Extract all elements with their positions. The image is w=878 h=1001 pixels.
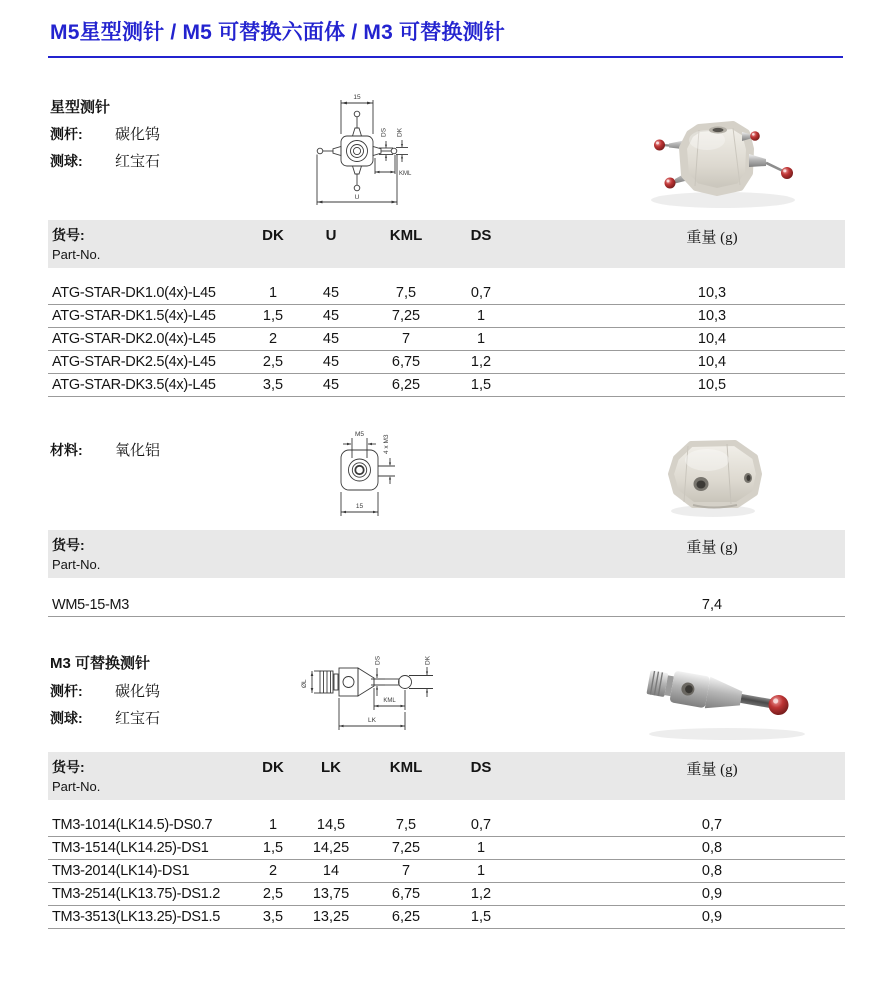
table-row: [48, 374, 845, 397]
part-no-header-en: Part-No.: [52, 247, 101, 262]
part-no-cell: TM3-1514(LK14.25)-DS1: [52, 840, 209, 856]
kml-cell: 7,5: [395, 285, 417, 301]
dim-label-ds: DS: [380, 127, 388, 137]
ds-cell: 0,7: [470, 817, 492, 833]
ds-cell: 1: [476, 308, 486, 324]
ds-cell: 1: [476, 863, 486, 879]
dk-cell: 2,5: [262, 886, 284, 902]
kml-cell: 7: [401, 863, 411, 879]
u-cell: 45: [322, 377, 340, 393]
kml-cell: 6,25: [391, 909, 421, 925]
cube-table-header: [48, 530, 845, 578]
table-row: [48, 860, 845, 883]
col-header-weight: 重量 (g): [686, 762, 738, 778]
weight-cell: 10,3: [697, 285, 727, 301]
weight-cell: 10,5: [697, 377, 727, 393]
ball-material-label: 测球:: [50, 153, 83, 169]
dk-cell: 1,5: [262, 840, 284, 856]
table-row: [48, 837, 845, 860]
ball-material-value: 红宝石: [115, 154, 161, 170]
dim-label-15: 15: [355, 503, 364, 510]
part-no-cell: ATG-STAR-DK1.0(4x)-L45: [52, 285, 216, 301]
dk-cell: 3,5: [262, 377, 284, 393]
part-no-cell: TM3-3513(LK13.25)-DS1.5: [52, 909, 220, 925]
weight-cell: 0,7: [701, 817, 723, 833]
shaft-material-value: 碳化钨: [115, 684, 161, 700]
u-cell: 45: [322, 331, 340, 347]
part-no-cell: ATG-STAR-DK3.5(4x)-L45: [52, 377, 216, 393]
weight-cell: 0,8: [701, 840, 723, 856]
cube-image: [655, 432, 775, 522]
part-no-header-cn: 货号:: [52, 537, 85, 553]
part-no-cell: TM3-1014(LK14.5)-DS0.7: [52, 817, 213, 833]
part-no-cell: TM3-2514(LK13.75)-DS1.2: [52, 886, 220, 902]
kml-cell: 6,25: [391, 377, 421, 393]
ds-cell: 1,5: [470, 377, 492, 393]
part-no-cell: ATG-STAR-DK2.0(4x)-L45: [52, 331, 216, 347]
m3-table-header: [48, 752, 845, 800]
kml-cell: 7: [401, 331, 411, 347]
dim-label-ol: ØL: [301, 679, 308, 688]
weight-cell: 10,4: [697, 331, 727, 347]
dim-label-4xm3: 4 x M3: [383, 434, 390, 454]
dim-label-kml: KML: [399, 171, 412, 177]
weight-cell: 10,3: [697, 308, 727, 324]
col-header-weight: 重量 (g): [686, 230, 738, 246]
ds-cell: 1,2: [470, 354, 492, 370]
col-header-ds: DS: [470, 759, 492, 776]
col-header-kml: KML: [389, 759, 423, 776]
dk-cell: 2: [268, 331, 278, 347]
ds-cell: 1,2: [470, 886, 492, 902]
part-no-cell: TM3-2014(LK14)-DS1: [52, 863, 190, 879]
col-header-u: U: [325, 227, 337, 244]
dk-cell: 1: [268, 817, 278, 833]
col-header-kml: KML: [389, 227, 423, 244]
section-m3-heading: M3 可替换测针: [50, 655, 151, 672]
dim-label-m5: M5: [354, 431, 365, 438]
ball-material-value: 红宝石: [115, 711, 161, 727]
dim-label-u: U: [354, 194, 360, 201]
weight-cell: 0,9: [701, 909, 723, 925]
cube-table-body: [48, 594, 845, 617]
lk-cell: 14,25: [312, 840, 350, 856]
part-no-header-en: Part-No.: [52, 557, 101, 572]
dk-cell: 2,5: [262, 354, 284, 370]
lk-cell: 14: [322, 863, 340, 879]
shaft-material-label: 测杆:: [50, 683, 83, 699]
table-row: [48, 328, 845, 351]
star-stylus-drawing: [295, 85, 445, 215]
m3-stylus-image: [622, 648, 832, 748]
col-header-dk: DK: [262, 227, 284, 244]
col-header-lk: LK: [321, 759, 341, 776]
kml-cell: 7,5: [395, 817, 417, 833]
dim-label-15: 15: [353, 94, 361, 101]
ds-cell: 1: [476, 331, 486, 347]
table-row: [48, 305, 845, 328]
star-stylus-image: [615, 88, 830, 220]
table-row: [48, 594, 845, 617]
m3-table-body: [48, 814, 845, 929]
dim-label-ds: DS: [374, 655, 382, 665]
kml-cell: 7,25: [391, 840, 421, 856]
col-header-weight: 重量 (g): [686, 540, 738, 556]
col-header-dk: DK: [262, 759, 284, 776]
title-underline: [48, 56, 843, 58]
table-row: [48, 814, 845, 837]
dim-label-dk: DK: [424, 655, 432, 665]
part-no-header-en: Part-No.: [52, 779, 101, 794]
weight-cell: 10,4: [697, 354, 727, 370]
col-header-ds: DS: [470, 227, 492, 244]
page-title: M5星型测针 / M5 可替换六面体 / M3 可替换测针: [50, 21, 505, 44]
lk-cell: 14,5: [316, 817, 346, 833]
weight-cell: 0,9: [701, 886, 723, 902]
part-no-cell: WM5-15-M3: [52, 597, 130, 613]
part-no-header-cn: 货号:: [52, 759, 85, 775]
star-table-header: [48, 220, 845, 268]
part-no-cell: ATG-STAR-DK2.5(4x)-L45: [52, 354, 216, 370]
ball-material-label: 测球:: [50, 710, 83, 726]
dim-label-lk: LK: [368, 717, 376, 724]
dk-cell: 1: [268, 285, 278, 301]
material-label: 材料:: [50, 442, 83, 458]
dk-cell: 2: [268, 863, 278, 879]
u-cell: 45: [322, 354, 340, 370]
u-cell: 45: [322, 308, 340, 324]
part-no-cell: ATG-STAR-DK1.5(4x)-L45: [52, 308, 216, 324]
u-cell: 45: [322, 285, 340, 301]
dim-label-kml: KML: [383, 698, 396, 704]
table-row: [48, 282, 845, 305]
dk-cell: 1,5: [262, 308, 284, 324]
kml-cell: 6,75: [391, 886, 421, 902]
kml-cell: 7,25: [391, 308, 421, 324]
table-row: [48, 883, 845, 906]
material-value: 氧化铝: [115, 443, 161, 459]
part-no-header-cn: 货号:: [52, 227, 85, 243]
shaft-material-label: 测杆:: [50, 126, 83, 142]
table-row: [48, 351, 845, 374]
ds-cell: 1,5: [470, 909, 492, 925]
section-star-heading: 星型测针: [50, 99, 111, 116]
dim-label-dk: DK: [396, 127, 404, 137]
table-row: [48, 906, 845, 929]
weight-cell: 7,4: [701, 597, 723, 613]
lk-cell: 13,25: [312, 909, 350, 925]
ds-cell: 0,7: [470, 285, 492, 301]
weight-cell: 0,8: [701, 863, 723, 879]
kml-cell: 6,75: [391, 354, 421, 370]
shaft-material-value: 碳化钨: [115, 127, 161, 143]
ds-cell: 1: [476, 840, 486, 856]
lk-cell: 13,75: [312, 886, 350, 902]
m3-stylus-drawing: [293, 652, 458, 752]
star-table-body: [48, 282, 845, 397]
cube-drawing: [325, 424, 440, 524]
dk-cell: 3,5: [262, 909, 284, 925]
